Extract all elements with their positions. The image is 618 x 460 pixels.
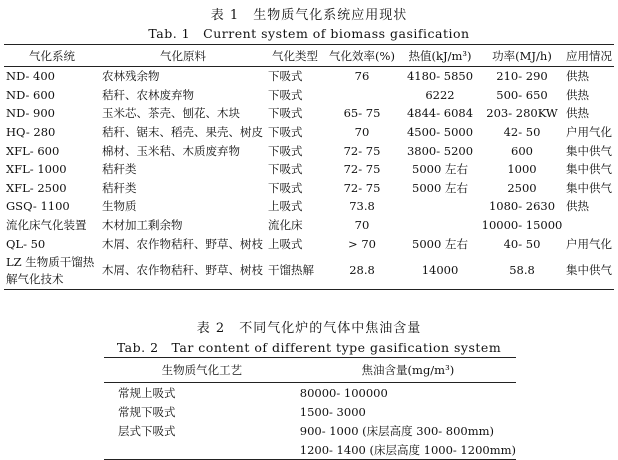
- table-cell: 常规下吸式: [118, 404, 176, 419]
- table-cell: 5000 左右: [412, 180, 468, 195]
- table-cell: 210- 290: [496, 69, 548, 84]
- table-cell: QL- 50: [6, 236, 46, 251]
- table-cell: 秸秆类: [102, 180, 137, 195]
- table-cell: [400, 197, 480, 216]
- table-cell: XFL- 2500: [6, 180, 67, 195]
- table-row: [104, 402, 516, 421]
- table-cell: 供热: [566, 106, 589, 121]
- table-cell: > 70: [348, 236, 376, 251]
- table-cell: 木材加工剩余物: [102, 218, 183, 233]
- table1-caption-cn: 表 1 生物质气化系统应用现状: [210, 8, 408, 23]
- table-cell: 28.8: [349, 263, 375, 278]
- table-cell: 6222: [425, 87, 455, 102]
- table-cell: 5000 左右: [412, 236, 468, 251]
- table-cell: 40- 50: [503, 236, 541, 251]
- table-cell: 供热: [566, 87, 589, 102]
- table-cell: [564, 216, 614, 235]
- table-row: [4, 123, 614, 142]
- table-cell: 10000- 15000: [481, 218, 563, 233]
- table-row: [4, 197, 614, 216]
- table-cell: 下吸式: [268, 180, 303, 195]
- table-cell: XFL- 600: [6, 143, 60, 158]
- table-cell: 1200- 1400 (床层高度 1000- 1200mm): [299, 442, 516, 457]
- table-cell: 14000: [421, 263, 459, 278]
- table-cell: 流化床: [268, 218, 303, 233]
- header-cell: 热值(kJ/m³): [400, 45, 480, 67]
- table-cell: 秸秆、农林废弃物: [102, 87, 194, 102]
- table-cell: 供热: [566, 69, 589, 84]
- header-cell: 应用情况: [564, 45, 614, 67]
- table2-caption-cn: 表 2 不同气化炉的气体中焦油含量: [196, 321, 422, 336]
- table1-caption-en: Tab. 1 Current system of biomass gasification: [148, 26, 470, 41]
- table-row: [4, 67, 614, 86]
- header-cell: 功率(MJ/h): [480, 45, 564, 67]
- table-cell: 户用气化: [566, 236, 612, 251]
- table-cell: 72- 75: [343, 143, 381, 158]
- table-cell: 900- 1000 (床层高度 300- 800mm): [299, 423, 495, 438]
- table-cell: 常规上吸式: [118, 385, 176, 400]
- table-row: [104, 421, 516, 440]
- table-cell: 2500: [507, 180, 537, 195]
- table-cell: 4844- 6084: [406, 106, 474, 121]
- header-cell: 生物质气化工艺: [104, 358, 300, 383]
- table-row: [4, 234, 614, 253]
- table-cell: 棉材、玉米秸、木质废弃物: [102, 143, 240, 158]
- table-cell: 木屑、农作物秸秆、野草、树枝: [102, 236, 263, 251]
- table-cell: GSQ- 1100: [6, 199, 70, 214]
- table-cell: 72- 75: [343, 162, 381, 177]
- table-cell: 秸秆、锯末、稻壳、果壳、树皮: [102, 125, 263, 140]
- table-cell: 70: [354, 125, 370, 140]
- table-row: [4, 216, 614, 235]
- table-row: [4, 104, 614, 123]
- table1-header-row: [4, 45, 614, 67]
- table-cell: 600: [511, 143, 533, 158]
- table-cell: 1000: [507, 162, 537, 177]
- table-cell: 42- 50: [503, 125, 541, 140]
- table2-header-row: [104, 358, 516, 383]
- table-cell: 干馏热解: [268, 263, 314, 278]
- table-cell: LZ 生物质干馏热 解气化技术: [6, 254, 95, 286]
- table-row: [104, 440, 516, 460]
- table-cell: 500- 650: [496, 87, 548, 102]
- table-cell: ND- 900: [6, 106, 55, 121]
- table-cell: 玉米芯、茶壳、刨花、木块: [102, 106, 240, 121]
- table-cell: 1080- 2630: [488, 199, 556, 214]
- table-cell: 户用气化: [566, 125, 612, 140]
- table-row: [4, 141, 614, 160]
- table-cell: XFL- 1000: [6, 162, 67, 177]
- table-cell: 木屑、农作物秸秆、野草、树枝: [102, 263, 263, 278]
- table-row: [4, 179, 614, 198]
- table-cell: 72- 75: [343, 180, 381, 195]
- table-cell: [400, 216, 480, 235]
- table2-caption-en: Tab. 2 Tar content of different type gasification system: [116, 340, 502, 355]
- table-cell: 生物质: [102, 199, 137, 214]
- table-cell: 供热: [566, 199, 589, 214]
- table-cell: 5000 左右: [412, 162, 468, 177]
- header-cell: 气化系统: [4, 45, 100, 67]
- table-row: [4, 160, 614, 179]
- table2: [104, 357, 516, 460]
- table-cell: 203- 280KW: [486, 106, 558, 121]
- table-cell: 3800- 5200: [406, 143, 474, 158]
- header-cell: 气化原料: [100, 45, 266, 67]
- table-row: [4, 86, 614, 105]
- table-cell: 76: [354, 69, 370, 84]
- table-cell: 集中供气: [566, 180, 612, 195]
- table-cell: 下吸式: [268, 87, 303, 102]
- table-cell: 下吸式: [268, 106, 303, 121]
- table-cell: HQ- 280: [6, 125, 56, 140]
- table-cell: 1500- 3000: [299, 404, 366, 419]
- table-cell: 秸秆类: [102, 162, 137, 177]
- table-cell: [324, 86, 400, 105]
- table-cell: ND- 400: [6, 69, 55, 84]
- table-row: [4, 253, 614, 290]
- table-cell: 下吸式: [268, 125, 303, 140]
- table1: [4, 44, 614, 290]
- header-cell: 气化类型: [266, 45, 324, 67]
- table-cell: [104, 440, 300, 460]
- table-cell: 58.8: [509, 263, 535, 278]
- table-cell: 集中供气: [566, 263, 612, 278]
- table-cell: 流化床气化装置: [6, 218, 87, 233]
- header-cell: 焦油含量(mg/m³): [300, 358, 516, 383]
- table-cell: 下吸式: [268, 162, 303, 177]
- table-cell: 集中供气: [566, 143, 612, 158]
- table-cell: 农林残余物: [102, 69, 160, 84]
- table-cell: 上吸式: [268, 236, 303, 251]
- table-cell: 层式下吸式: [118, 423, 176, 438]
- header-cell: 气化效率(%): [324, 45, 400, 67]
- table-cell: 80000- 100000: [299, 385, 388, 400]
- table-cell: 4180- 5850: [406, 69, 474, 84]
- table-cell: 70: [354, 218, 370, 233]
- table-cell: 上吸式: [268, 199, 303, 214]
- table-cell: 73.8: [349, 199, 375, 214]
- table-cell: 集中供气: [566, 162, 612, 177]
- table-row: [104, 383, 516, 403]
- table-cell: 4500- 5000: [406, 125, 474, 140]
- table-cell: 下吸式: [268, 69, 303, 84]
- table-cell: 下吸式: [268, 143, 303, 158]
- table-cell: ND- 600: [6, 87, 55, 102]
- table-cell: 65- 75: [343, 106, 381, 121]
